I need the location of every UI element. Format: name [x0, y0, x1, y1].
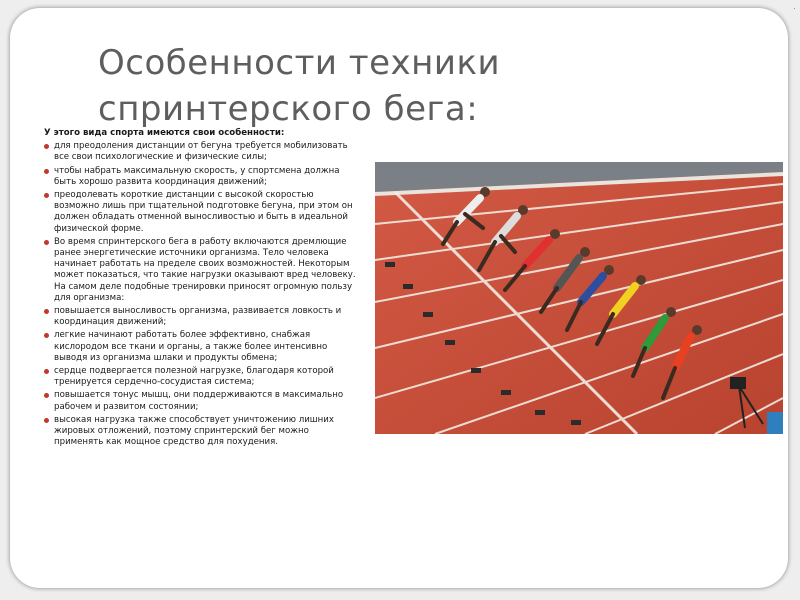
bullet-text: легкие начинают работать более эффективно, снабжая кислородом все ткани и органы, а также более интенсивно выводя из организма шлаки и продукты обмена;	[54, 330, 328, 363]
bullet-item	[44, 306, 358, 328]
bullet-text: чтобы набрать максимальную скорость, у спортсмена должна быть хорошо развита координация движений;	[54, 165, 340, 187]
bullet-dot-icon	[44, 240, 49, 245]
title-line-2: спринтерского бега:	[98, 89, 479, 129]
sprinters-photo-illustration	[375, 162, 783, 434]
slide-title	[98, 40, 658, 132]
bullet-dot-icon	[44, 369, 49, 374]
bullet-text: повышается тонус мышц, они поддерживаются в максимально рабочем и развитом состоянии;	[54, 390, 344, 412]
bullet-item	[44, 415, 358, 449]
bullet-text: для преодоления дистанции от бегуна требуется мобилизовать все свои психологические и физические силы;	[54, 141, 348, 163]
bullet-item	[44, 390, 358, 412]
bullet-text: преодолевать короткие дистанции с высокой скоростью возможно лишь при тщательной подготовке бегуна, при этом он должен обладать отменной выносливостью и быть в идеальной физической форме.	[54, 190, 353, 234]
corner-mark: .	[793, 2, 796, 12]
bullet-dot-icon	[44, 309, 49, 314]
bullet-text: сердце подвергается полезной нагрузке, благодаря которой тренируется сердечно-сосудистая система;	[54, 366, 334, 388]
bullet-text: Во время спринтерского бега в работу включаются дремлющие ранее энергетические источники организма. Тело человека начинает работать на пределе своих возможностей. Некоторым может показаться, что такие нагрузки оказывают вред человеку. На самом деле подобные тренировки приносят огромную пользу для организма:	[54, 236, 356, 303]
bullet-dot-icon	[44, 333, 49, 338]
bullet-dot-icon	[44, 418, 49, 423]
bullet-list	[44, 141, 358, 448]
bullet-dot-icon	[44, 393, 49, 398]
bullet-text: повышается выносливость организма, развивается ловкость и координация движений;	[54, 306, 342, 328]
bullet-item	[44, 330, 358, 364]
bullet-dot-icon	[44, 144, 49, 149]
slide-content	[44, 128, 358, 450]
bullet-item	[44, 366, 358, 388]
sprinters-start-photo	[375, 162, 783, 434]
title-line-1: Особенности техники	[98, 43, 501, 83]
bullet-dot-icon	[44, 193, 49, 198]
bullet-item	[44, 237, 358, 304]
bullet-dot-icon	[44, 169, 49, 174]
bullet-text: высокая нагрузка также способствует уничтожению лишних жировых отложений, поэтому спринтерский бег можно применять как мощное средство для похудения.	[54, 414, 334, 448]
intro-text: У этого вида спорта имеются свои особенности:	[44, 128, 285, 138]
bullet-item	[44, 141, 358, 163]
bullet-item	[44, 166, 358, 188]
bullet-item	[44, 190, 358, 235]
